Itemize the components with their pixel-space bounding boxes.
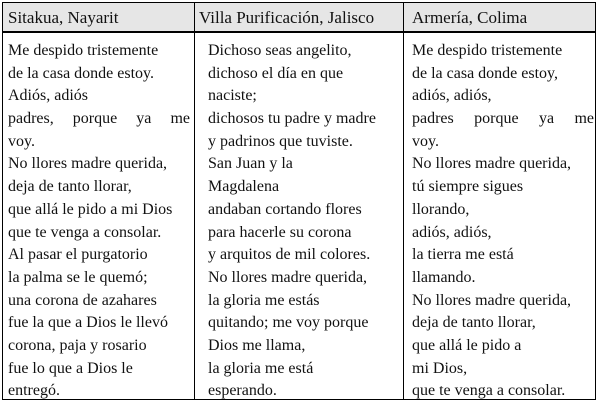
verse-column-sitakua (8, 40, 190, 403)
verse-line: padres, porque ya me (8, 110, 190, 128)
table-header-row (3, 3, 595, 33)
verse-line: de la casa donde estoy, (412, 64, 559, 82)
verse-line: entregó. (8, 382, 60, 400)
column-header-armeria: Armería, Colima (412, 8, 528, 27)
verse-line: No llores madre querida, (208, 268, 368, 286)
verse-line: voy. (412, 132, 439, 150)
verse-line: la gloria me está (208, 359, 314, 377)
verse-line: esperando. (208, 382, 277, 400)
verse-line: fue la que a Dios le llevó (8, 314, 168, 332)
verse-line: y padrinos que tuviste. (208, 132, 353, 150)
verse-line: que allá le pido a mi Dios (8, 200, 173, 218)
column-header-villa-purificacion: Villa Purificación, Jalisco (199, 8, 375, 27)
verse-line: adiós, adiós, (412, 223, 492, 241)
verse-line: que te venga a consolar. (412, 382, 566, 400)
verse-line: voy. (8, 132, 35, 150)
verse-line: tú siempre sigues (412, 178, 524, 196)
verse-line: andaban cortando flores (208, 200, 362, 218)
verse-line: de la casa donde estoy. (8, 64, 155, 82)
column-divider (403, 3, 404, 399)
verse-line: Dios me llama, (208, 336, 306, 354)
verse-line: quitando; me voy porque (208, 314, 369, 332)
verse-line: llorando, (412, 200, 470, 218)
verse-line: Me despido tristemente (8, 42, 159, 59)
verse-line: que te venga a consolar. (8, 223, 162, 241)
verse-line: No llores madre querida, (412, 291, 572, 309)
column-divider (194, 3, 195, 399)
verse-line: Me despido tristemente (412, 42, 563, 59)
verse-column-villa-purificacion (208, 40, 398, 403)
verse-line: fue lo que a Dios le (8, 359, 133, 377)
verse-line: y arquitos de mil colores. (208, 246, 371, 264)
verse-line: Al pasar el purgatorio (8, 246, 148, 264)
verse-line: deja de tanto llorar, (8, 178, 132, 196)
verse-line: mi Dios, (412, 359, 468, 377)
verse-line: San Juan y la (208, 155, 293, 173)
verse-line: dichoso el día en que (208, 64, 344, 82)
verse-column-armeria (412, 40, 594, 403)
verse-line: Magdalena (208, 178, 280, 196)
verse-line: dichosos tu padre y madre (208, 110, 376, 128)
verse-line: No llores madre querida, (412, 155, 572, 173)
verse-line: deja de tanto llorar, (412, 314, 536, 332)
verse-line: padres porque ya me (412, 110, 594, 128)
verse-line: para hacerle su corona (208, 223, 352, 241)
verse-line: llamando. (412, 268, 476, 286)
verse-line: que allá le pido a (412, 336, 522, 354)
verse-line: corona, paja y rosario (8, 336, 147, 354)
verse-line: naciste; (208, 87, 257, 105)
verse-line: la tierra me está (412, 246, 514, 264)
verse-line: la gloria me estás (208, 291, 320, 309)
verse-line: Dichoso seas angelito, (208, 42, 352, 59)
verse-line: adiós, adiós, (412, 87, 492, 105)
verses-table (2, 2, 596, 400)
verse-line: la palma se le quemó; (8, 268, 148, 286)
verse-line: Adiós, adiós (8, 87, 88, 105)
verse-line: una corona de azahares (8, 291, 157, 309)
verse-line: No llores madre querida, (8, 155, 168, 173)
column-header-sitakua: Sitakua, Nayarit (8, 8, 119, 27)
